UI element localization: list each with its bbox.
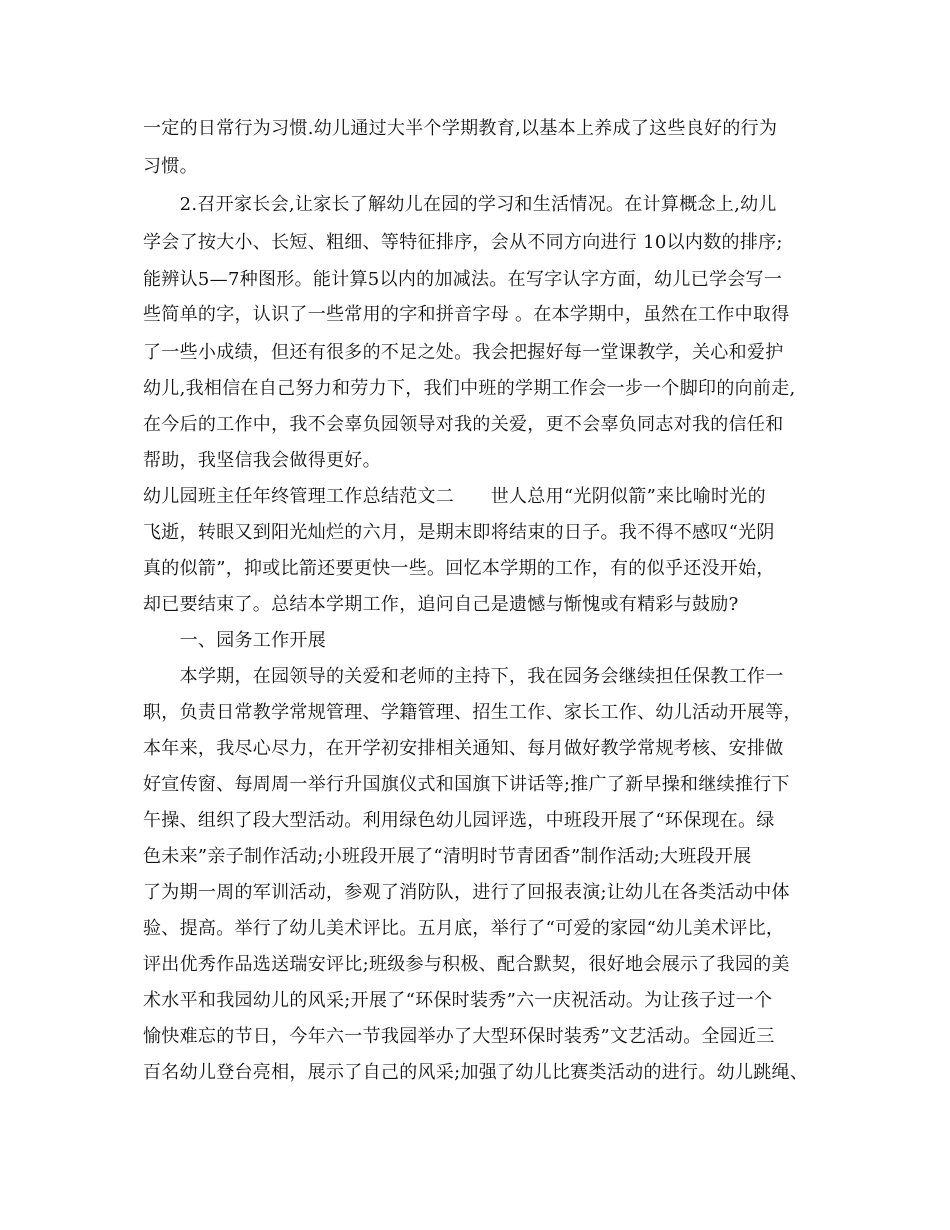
text-line: 2.召开家长会,让家长了解幼儿在园的学习和生活情况。在计算概念上,幼儿 <box>143 194 777 215</box>
text-line: 却已要结束了。总结本学期工作，追问自己是遗憾与惭愧或有精彩与鼓励? <box>143 594 739 615</box>
text-line: 本年来，我尽心尽力，在开学初安排相关通知、每月做好教学常规考核、安排做 <box>143 738 784 759</box>
text-line: 习惯。 <box>143 156 198 177</box>
text-line: 愉快难忘的节日，今年六一节我园举办了大型环保时装秀”文艺活动。全园近三 <box>143 1026 775 1047</box>
text-line: 本学期，在园领导的关爱和老师的主持下，我在园务会继续担任保教工作一 <box>143 666 784 687</box>
text-line: 了为期一周的军训活动，参观了消防队，进行了回报表演;让幼儿在各类活动中体 <box>143 882 790 903</box>
text-line: 帮助，我坚信我会做得更好。 <box>143 450 381 471</box>
text-line: 色未来”亲子制作活动;小班段开展了“清明时节青团香”制作活动;大班段开展 <box>143 846 752 867</box>
text-line: 一定的日常行为习惯.幼儿通过大半个学期教育,以基本上养成了这些良好的行为 <box>143 118 778 139</box>
text-line: 飞逝，转眼又到阳光灿烂的六月，是期末即将结束的日子。我不得不感叹“光阴 <box>143 522 775 543</box>
text-line: 午操、组织了段大型活动。利用绿色幼儿园评选，中班段开展了“环保现在。绿 <box>143 810 775 831</box>
section-heading-line: 幼儿园班主任年终管理工作总结范文二 世人总用“光阴似箭”来比喻时光的 <box>143 486 766 507</box>
text-line: 职，负责日常教学常规管理、学籍管理、招生工作、家长工作、幼儿活动开展等， <box>143 702 802 723</box>
text-line: 验、提高。举行了幼儿美术评比。五月底，举行了“可爱的家园“幼儿美术评比， <box>143 918 785 939</box>
text-line: 了一些小成绩，但还有很多的不足之处。我会把握好每一堂课教学，关心和爱护 <box>143 342 784 363</box>
text-line: 在今后的工作中，我不会辜负园领导对我的关爱，更不会辜负同志对我的信任和 <box>143 414 784 435</box>
text-line: 好宣传窗、每周周一举行升国旗仪式和国旗下讲话等;推广了新早操和继续推行下 <box>143 774 790 795</box>
text-line: 些简单的字，认识了一些常用的字和拼音字母 。在本学期中，虽然在工作中取得 <box>143 304 790 325</box>
text-line: 百名幼儿登台亮相，展示了自己的风采;加强了幼儿比赛类活动的进行。幼儿跳绳、 <box>143 1062 809 1083</box>
text-line: 能辨认5—7种图形。能计算5以内的加减法。在写字认字方面，幼儿已学会写一 <box>143 269 783 290</box>
text-line: 学会了按大小、长短、粗细、等特征排序，会从不同方向进行 10以内数的排序; <box>143 232 783 253</box>
text-line: 术水平和我园幼儿的风采;开展了“环保时装秀”六一庆祝活动。为让孩子过一个 <box>143 990 773 1011</box>
text-line: 真的似箭”，抑或比箭还要更快一些。回忆本学期的工作，有的似乎还没开始， <box>143 558 775 579</box>
subheading-line: 一、园务工作开展 <box>143 630 326 651</box>
text-line: 评出优秀作品选送瑞安评比;班级参与积极、配合默契，很好地会展示了我园的美 <box>143 954 790 975</box>
text-line: 幼儿,我相信在自己努力和劳力下，我们中班的学期工作会一步一个脚印的向前走, <box>143 378 796 399</box>
